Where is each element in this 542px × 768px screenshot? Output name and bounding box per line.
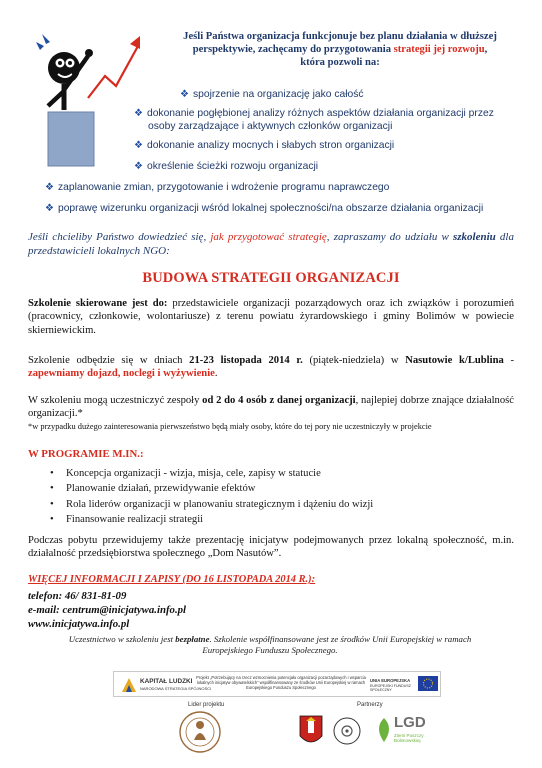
diamond-bullet-icon: ❖ [45,182,54,193]
rising-arrow-icon [88,36,140,98]
more-info-link[interactable]: WIĘCEJ INFORMACJI I ZAPISY (DO 16 LISTOPADA 2014 R.): [28,574,316,585]
invitation-text: Jeśli chcieliby Państwo dowiedzieć się, jak przygotować strategię, zapraszamy do udziału w szkoleniu dla przedstawicieli lokalnych NGO: [28,231,514,257]
header-illustration [30,28,140,168]
participants-paragraph: W szkoleniu mogą uczestniczyć zespoły od 2 do 4 osób z danej organizacji, najlepiej dobrze znające działalność organizacji.* [28,395,514,420]
kapital-ludzki-label: KAPITAŁ LUDZKI [140,678,193,685]
list-item: • Rola liderów organizacji w planowaniu strategicznym i dążeniu do wizji [50,497,510,512]
figure-icon [36,34,93,110]
intro-text: Jeśli Państwa organizacja funkcjonuje bez planu działania w dłuższej perspektywie, zachęcamy do przygotowania strategii jej rozwoju, która pozwoli na: [183,31,497,68]
eu-flag-icon [418,676,438,691]
diamond-bullet-icon: ❖ [45,203,54,214]
list-item: • Finansowanie realizacji strategii [50,512,510,527]
eu-sub: EUROPEJSKI FUNDUSZ SPOŁECZNY [370,684,411,693]
diamond-bullet-icon: ❖ [134,140,143,151]
lgd-logo [374,712,444,750]
partner-round-logo-icon [332,716,362,746]
bullet-item-continuation: osoby zarządzające i aktywnych członków organizacji [148,121,393,132]
date-location-paragraph: Szkolenie odbędzie się w dniach 21-23 listopada 2014 r. (piątek-niedziela) w Nasutowie k/Lublina - zapewniamy dojazd, noclegi i wyżywienie. [28,355,514,380]
eu-label: UNIA EUROPEJSKA [370,678,411,683]
kapital-ludzki-logo-icon [120,676,138,694]
list-item: • Koncepcja organizacji - wizja, misja, cele, zapisy w statucie [50,466,510,481]
bullet-item: ❖ dokonanie analizy mocnych i słabych stron organizacji [134,140,395,151]
footnote: *w przypadku dużego zainteresowania pierwszeństwo będą miały osoby, które do tej pory nie uczestniczyły w projekcie [28,422,432,431]
bullet-item: ❖ spojrzenie na organizację jako całość [180,89,364,100]
program-list [50,466,510,527]
bullet-item: ❖ poprawę wizerunku organizacji wśród lokalnej społeczności/na obszarze działania organizacji [45,203,484,214]
diamond-bullet-icon: ❖ [134,161,143,172]
project-description: Projekt „Potrzebujący na rzecz wzmocnienia potencjału organizacji pozarządowych i wsparcia lokalnych inicjatyw obywatelskich” współfinansowany ze środków Unii Europejskiej w ramach Europejskiego Funduszu Społecznego [196,675,366,690]
email-link[interactable]: e-mail: centrum@inicjatywa.info.pl [28,604,187,616]
leader-label: Lider projektu [188,702,225,708]
program-heading: W PROGRAMIE M.IN.: [28,448,144,460]
diamond-bullet-icon: ❖ [180,89,189,100]
presentation-paragraph: Podczas pobytu przewidujemy także prezentację inicjatyw podejmowanych przez lokalną społeczność, m.in. działalność przedsiębiorstwa społecznego „Dom Nasutów”. [28,535,514,560]
partners-label: Partnerzy [357,702,383,708]
podium [48,112,94,166]
lgd-leaf-icon [374,716,394,744]
coat-of-arms-logo-icon [298,712,324,750]
diamond-bullet-icon: ❖ [134,108,143,119]
website-link[interactable]: www.inicjatywa.info.pl [28,618,130,630]
lgd-sub: Ziemi Puszczy Bolimowskiej [394,733,424,744]
lgd-name: LGD [394,714,426,731]
funding-logos-bar [113,671,441,697]
list-item: • Planowanie działań, przewidywanie efektów [50,481,510,496]
free-participation-note: Uczestnictwo w szkoleniu jest bezpłatne. Szkolenie współfinansowane jest ze środków Unii Europejskiej w ramach Europejskiego Funduszu Społecznego. [68,634,472,655]
bullet-item: ❖ dokonanie pogłębionej analizy różnych aspektów działania organizacji przez [134,108,494,119]
target-audience-paragraph: Szkolenie skierowane jest do: przedstawiciele organizacji pozarządowych oraz ich związków i porozumień (pracownicy, członkowie, wolontariusze) z terenu powiatu żyrardowskiego i gminy Bolimów w powiecie skierniewickim. [28,298,515,336]
kapital-ludzki-sub: NARODOWA STRATEGIA SPÓJNOŚCI [140,686,212,691]
phone-number: telefon: 46/ 831-81-09 [28,590,127,602]
page-title: BUDOWA STRATEGII ORGANIZACJI [142,270,400,286]
leader-seal-logo-icon [178,710,222,754]
bullet-item: ❖ zaplanowanie zmian, przygotowanie i wdrożenie programu naprawczego [45,182,390,193]
bullet-item: ❖ określenie ścieżki rozwoju organizacji [134,161,319,172]
